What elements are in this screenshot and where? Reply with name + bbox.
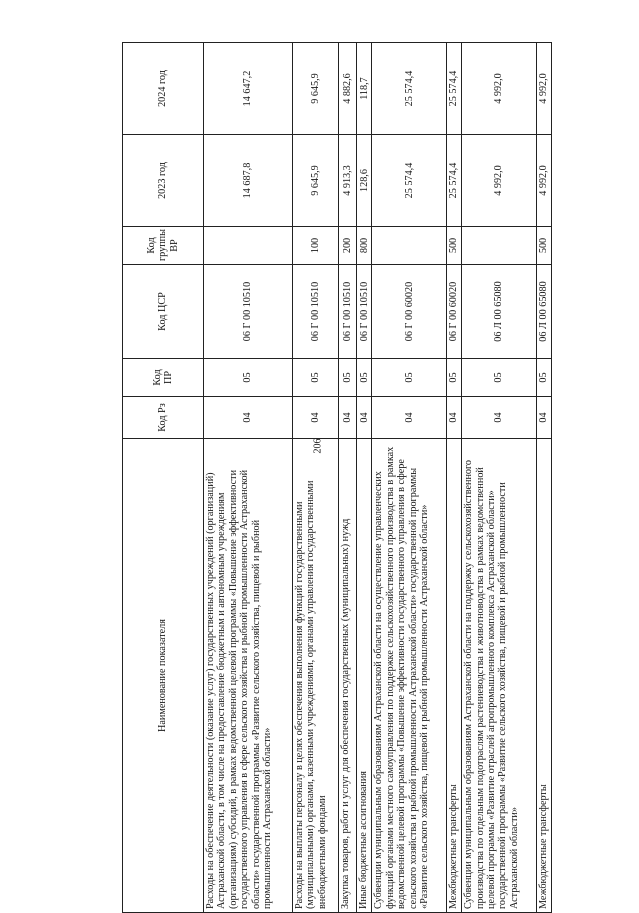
table-row bbox=[293, 43, 339, 913]
table-row bbox=[537, 43, 552, 913]
row-code-vr: 500 bbox=[537, 227, 552, 265]
page-number: 206 bbox=[312, 438, 324, 454]
row-value-2023: 9 645,9 bbox=[293, 135, 339, 227]
row-code-pr: 05 bbox=[357, 359, 372, 397]
row-code-rz: 04 bbox=[462, 397, 537, 439]
header-code-vr: Код группы ВР bbox=[123, 227, 204, 265]
row-value-2023: 25 574,4 bbox=[447, 135, 462, 227]
header-code-rz: Код Рз bbox=[123, 397, 204, 439]
row-code-rz: 04 bbox=[372, 397, 447, 439]
row-value-2024: 25 574,4 bbox=[372, 43, 447, 135]
row-value-2023: 4 992,0 bbox=[462, 135, 537, 227]
table-row bbox=[462, 43, 537, 913]
row-name: Субвенции муниципальным образованиям Астраханской области на поддержку сельскохозяйственного производства по отдельным подотраслям растениеводства и животноводства в рамках ведомственной целевой программы «Развитие отраслей агропромышленного комплекса Астраханской области» государственной программы «Развитие сельского хозяйства, пищевой и рыбной промышленности Астраханской области» bbox=[462, 439, 537, 913]
row-code-csr: 06 Г 00 10510 bbox=[204, 265, 293, 359]
row-code-csr: 06 Л 00 65080 bbox=[537, 265, 552, 359]
row-code-vr bbox=[204, 227, 293, 265]
row-code-vr: 800 bbox=[357, 227, 372, 265]
row-name: Межбюджетные трансферты bbox=[447, 439, 462, 913]
row-code-pr: 05 bbox=[537, 359, 552, 397]
row-code-vr: 100 bbox=[293, 227, 339, 265]
table-row bbox=[357, 43, 372, 913]
header-code-csr: Код ЦСР bbox=[123, 265, 204, 359]
row-code-csr: 06 Г 00 60020 bbox=[372, 265, 447, 359]
row-code-vr bbox=[462, 227, 537, 265]
row-code-pr: 05 bbox=[339, 359, 357, 397]
row-value-2023: 4 913,3 bbox=[339, 135, 357, 227]
row-code-csr: 06 Л 00 65080 bbox=[462, 265, 537, 359]
row-value-2024: 4 992,0 bbox=[462, 43, 537, 135]
row-name: Субвенции муниципальным образованиям Астраханской области на осуществление управленческих функций органами местного самоуправления по поддержке сельскохозяйственного производства в рамках ведомственной целевой программы «Повышение эффективности государственного управления в сфере сельского хозяйства и рыбной промышленности Астраханской области» государственной программы «Развитие сельского хозяйства, пищевой и рыбной промышленности Астраханской области» bbox=[372, 439, 447, 913]
row-code-pr: 05 bbox=[204, 359, 293, 397]
row-value-2023: 4 992,0 bbox=[537, 135, 552, 227]
row-name: Межбюджетные трансферты bbox=[537, 439, 552, 913]
header-year-2023: 2023 год bbox=[123, 135, 204, 227]
table-row bbox=[204, 43, 293, 913]
row-code-rz: 04 bbox=[537, 397, 552, 439]
row-value-2024: 4 882,6 bbox=[339, 43, 357, 135]
row-value-2024: 118,7 bbox=[357, 43, 372, 135]
row-value-2024: 9 645,9 bbox=[293, 43, 339, 135]
table-row bbox=[339, 43, 357, 913]
budget-table bbox=[122, 42, 552, 913]
row-code-pr: 05 bbox=[293, 359, 339, 397]
row-value-2023: 14 687,8 bbox=[204, 135, 293, 227]
row-code-csr: 06 Г 00 60020 bbox=[447, 265, 462, 359]
header-year-2024: 2024 год bbox=[123, 43, 204, 135]
table-header-row bbox=[123, 43, 204, 913]
row-code-pr: 05 bbox=[462, 359, 537, 397]
row-code-csr: 06 Г 00 10510 bbox=[339, 265, 357, 359]
row-code-vr: 500 bbox=[447, 227, 462, 265]
row-code-rz: 04 bbox=[357, 397, 372, 439]
header-indicator-name: Наименование показателя bbox=[123, 439, 204, 913]
row-value-2024: 4 992,0 bbox=[537, 43, 552, 135]
row-code-rz: 04 bbox=[204, 397, 293, 439]
row-value-2024: 25 574,4 bbox=[447, 43, 462, 135]
row-name: Расходы на обеспечение деятельности (оказание услуг) государственных учреждений (организаций) Астраханской области, в том числе на предоставление бюджетным и автономным учреждениям (организациям) субсидий, в рамках ведомственной целевой программы «Повышение эффективности государственного управления в сфере сельского хозяйства и рыбной промышленности Астраханской области» государственной программы «Развитие сельского хозяйства, пищевой и рыбной промышленности Астраханской области» bbox=[204, 439, 293, 913]
row-code-vr bbox=[372, 227, 447, 265]
row-value-2024: 14 647,2 bbox=[204, 43, 293, 135]
budget-table-container bbox=[122, 43, 552, 913]
row-name: Расходы на выплаты персоналу в целях обеспечения выполнения функций государственными (муниципальными) органами, казенными учреждениями, органами управления государственными внебюджетными фондами bbox=[293, 439, 339, 913]
table-row bbox=[372, 43, 447, 913]
row-name: Иные бюджетные ассигнования bbox=[357, 439, 372, 913]
row-code-rz: 04 bbox=[339, 397, 357, 439]
row-code-rz: 04 bbox=[293, 397, 339, 439]
row-code-vr: 200 bbox=[339, 227, 357, 265]
row-code-csr: 06 Г 00 10510 bbox=[293, 265, 339, 359]
row-name: Закупка товаров, работ и услуг для обеспечения государственных (муниципальных) нужд bbox=[339, 439, 357, 913]
row-code-pr: 05 bbox=[372, 359, 447, 397]
row-code-rz: 04 bbox=[447, 397, 462, 439]
header-code-pr: Код ПР bbox=[123, 359, 204, 397]
table-row bbox=[447, 43, 462, 913]
row-code-csr: 06 Г 00 10510 bbox=[357, 265, 372, 359]
row-value-2023: 25 574,4 bbox=[372, 135, 447, 227]
row-value-2023: 128,6 bbox=[357, 135, 372, 227]
row-code-pr: 05 bbox=[447, 359, 462, 397]
